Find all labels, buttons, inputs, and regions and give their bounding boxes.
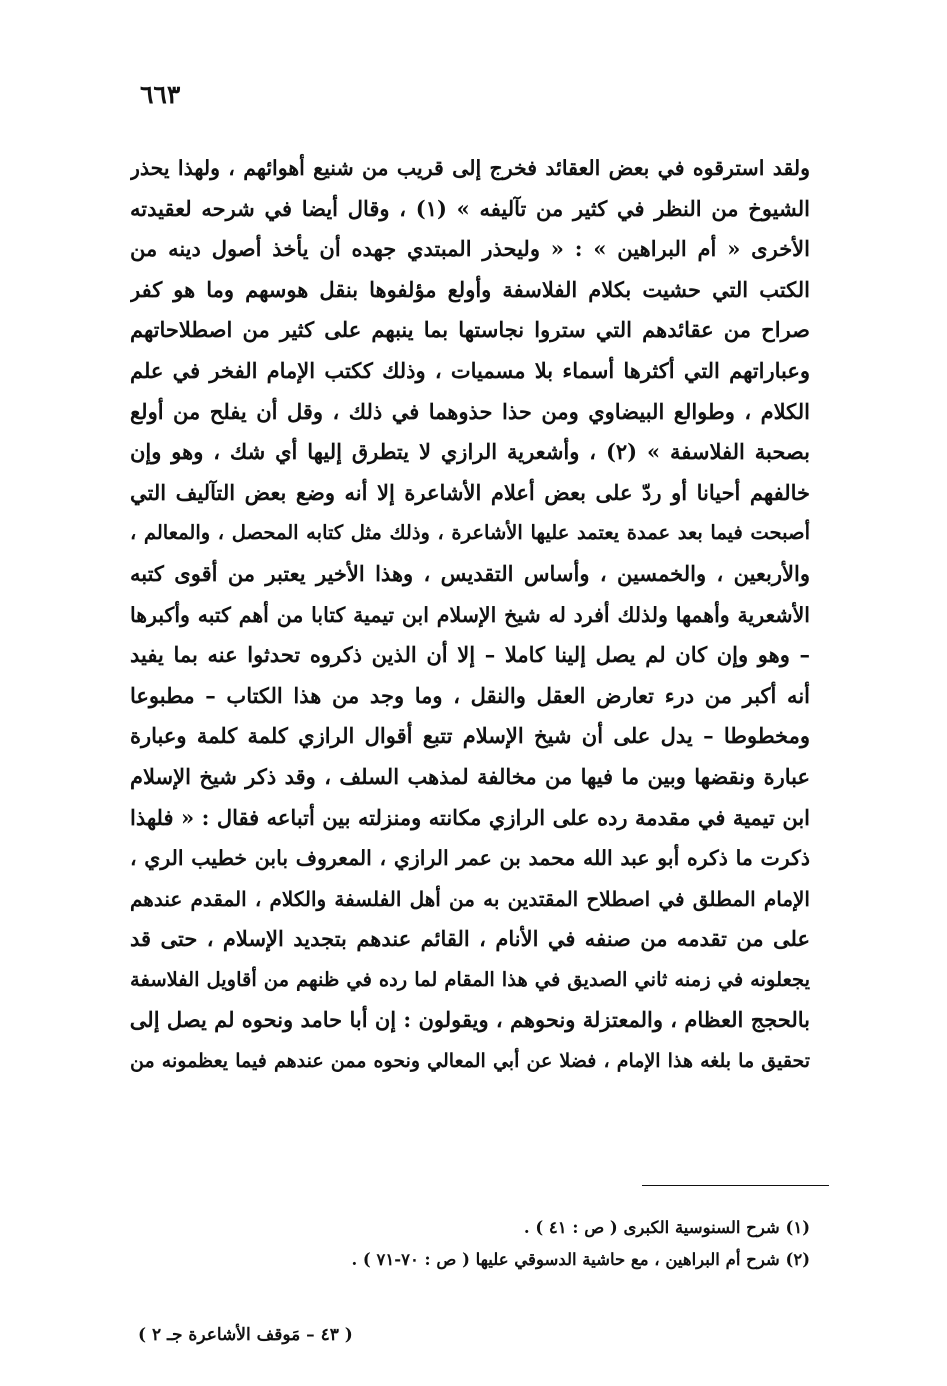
text-line: – وهو وإن كان لم يصل إلينا كاملا – إلا أن الذين ذكروه تحدثوا عنه بما يفيد bbox=[130, 642, 810, 668]
text-line: أنه أكبر من درء تعارض العقل والنقل ، وما وجد من هذا الكتاب – مطبوعا bbox=[130, 682, 810, 708]
text-line: الشيوخ من النظر في كثير من تآليفه » (١) ، وقال أيضا في شرحه لعقيدته bbox=[130, 195, 810, 221]
text-line: على من تقدمه من صنفه في الأنام ، القائم عندهم بتجديد الإسلام ، حتى قد bbox=[130, 926, 810, 952]
text-line: عبارة ونقضها وبين ما فيها من مخالفة لمذهب السلف ، وقد ذكر شيخ الإسلام bbox=[130, 763, 810, 789]
text-line: وعباراتهم التي أكثرها أسماء بلا مسميات ، وذلك ككتب الإمام الفخر في علم bbox=[130, 357, 810, 383]
text-line: بالحجج العظام ، والمعتزلة ونحوهم ، ويقولون : إن أبا حامد ونحوه لم يصل إلى bbox=[130, 1007, 810, 1033]
text-line: ولقد استرقوه في بعض العقائد فخرج إلى قريب من شنيع أهوائهم ، ولهذا يحذر bbox=[130, 156, 810, 180]
text-line: والأربعين ، والخمسين ، وأساس التقديس ، وهذا الأخير يعتبر من أقوى كتبه bbox=[130, 560, 810, 586]
text-line: الكلام ، وطوالع البيضاوي ومن حذا حذوهما في ذلك ، وقل أن يفلح من أولع bbox=[130, 398, 810, 424]
text-line: صراح من عقائدهم التي ستروا نجاستها بما ينبهم على كثير من اصطلاحاتهم bbox=[130, 317, 810, 343]
text-line: ابن تيمية في مقدمة رده على الرازي مكانته ومنزلته بين أتباعه فقال : « فلهذا bbox=[130, 804, 810, 830]
footnote-separator bbox=[642, 1185, 829, 1186]
running-footer: ( ٤٣ – مَوقف الأشاعرة جـ ٢ ) bbox=[138, 1325, 353, 1345]
text-line: الإمام المطلق في اصطلاح المقتدين به من أهل الفلسفة والكلام ، المقدم عندهم bbox=[130, 886, 810, 911]
page-number: ٦٦٣ bbox=[140, 80, 181, 109]
text-line: يجعلونه في زمنه ثاني الصديق في هذا المقام لما رده في ظنهم من أقاويل الفلاسفة bbox=[130, 967, 810, 991]
text-line: الأشعرية وأهمها ولذلك أفرد له شيخ الإسلام ابن تيمية كتابا من أهم كتبه وأكبرها bbox=[130, 602, 810, 627]
text-line: ذكرت ما ذكره أبو عبد الله محمد بن عمر الرازي ، المعروف بابن خطيب الري ، bbox=[130, 846, 810, 871]
text-line: بصحبة الفلاسفة » (٢) ، وأشعرية الرازي لا يتطرق إليها أي شك ، وهو وإن bbox=[130, 439, 810, 465]
text-line: الكتب التي حشيت بكلام الفلاسفة وأولع مؤلفوها بنقل هوسهم وما هو كفر bbox=[130, 276, 810, 302]
text-line: ومخطوطا – يدل على أن شيخ الإسلام تتبع أقوال الرازي كلمة كلمة وعبارة bbox=[130, 723, 810, 749]
text-line: الأخرى « أم البراهين » : « وليحذر المبتدي جهده أن يأخذ أصول دينه من bbox=[130, 236, 810, 262]
text-line: خالفهم أحيانا أو ردّ على بعض أعلام الأشاعرة إلا أنه وضع بعض التآليف التي bbox=[130, 479, 810, 505]
footnote-1: (١) شرح السنوسية الكبرى ( ص : ٤١ ) . bbox=[523, 1218, 810, 1237]
body-text bbox=[130, 148, 810, 1082]
text-line: أصبحت فيما بعد عمدة يعتمد عليها الأشاعرة ، وذلك مثل كتابه المحصل ، والمعالم ، bbox=[130, 521, 810, 545]
footnote-2: (٢) شرح أم البراهين ، مع حاشية الدسوقي عليها ( ص : ٧٠-٧١ ) . bbox=[351, 1250, 810, 1269]
footnotes bbox=[130, 1212, 810, 1276]
text-line: تحقيق ما بلغه هذا الإمام ، فضلا عن أبي المعالي ونحوه ممن عندهم فيما يعظمونه من bbox=[130, 1050, 810, 1073]
